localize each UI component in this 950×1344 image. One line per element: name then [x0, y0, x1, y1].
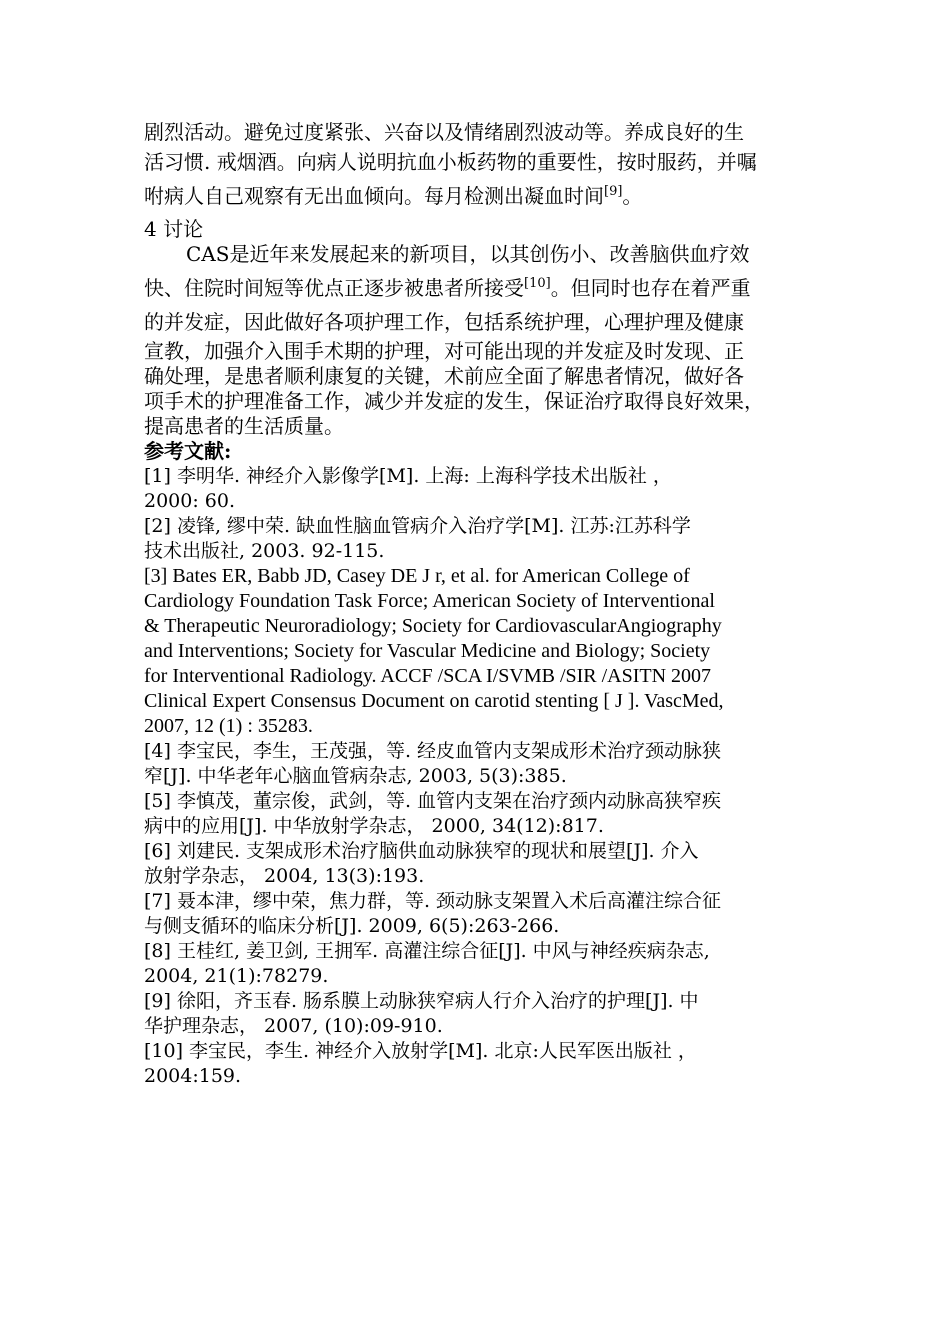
reference-line: 2004:159. — [144, 1065, 242, 1087]
reference-item — [144, 564, 810, 739]
discussion-line-1: CAS是近年来发展起来的新项目，以其创伤小、改善脑供血疗效 — [186, 242, 750, 266]
discussion-line-3: 的并发症，因此做好各项护理工作，包括系统护理，心理护理及健康 — [144, 310, 744, 334]
reference-line: [2] 凌锋, 缪中荣. 缺血性脑血管病介入治疗学[M]. 江苏:江苏科学 — [144, 515, 691, 537]
reference-line: 技术出版社, 2003. 92-115. — [144, 540, 385, 562]
reference-item — [144, 789, 810, 839]
reference-line: [6] 刘建民. 支架成形术治疗脑供血动脉狭窄的现状和展望[J]. 介入 — [144, 840, 699, 862]
intro-line-2: 活习惯. 戒烟酒。向病人说明抗血小板药物的重要性，按时服药，并嘱 — [144, 150, 757, 174]
reference-line: 窄[J]. 中华老年心脑血管病杂志, 2003, 5(3):385. — [144, 765, 567, 787]
references-list — [144, 464, 810, 1089]
reference-line: [10] 李宝民，李生. 神经介入放射学[M]. 北京:人民军医出版社 ， — [144, 1040, 697, 1062]
intro-paragraph — [144, 120, 810, 213]
reference-line: & Therapeutic Neuroradiology; Society for CardiovascularAngiography — [144, 615, 722, 637]
reference-item — [144, 464, 810, 514]
discussion-paragraph — [144, 242, 810, 439]
reference-line: and Interventions; Society for Vascular Medicine and Biology; Society — [144, 640, 711, 662]
intro-line-3-end: 。 — [622, 184, 643, 208]
discussion-line-2-text: 快、住院时间短等优点正逐步被患者所接受 — [144, 276, 524, 300]
reference-line: 2000: 60. — [144, 490, 236, 512]
intro-line-1: 剧烈活动。避免过度紧张、兴奋以及情绪剧烈波动等。养成良好的生 — [144, 120, 744, 144]
reference-line: [3] Bates ER, Babb JD, Casey DE J r, et al. for American College of — [144, 565, 690, 587]
intro-line-3-text: 咐病人自己观察有无出血倾向。每月检测出凝血时间 — [144, 184, 604, 208]
discussion-line-4: 宣教，加强介入围手术期的护理，对可能出现的并发症及时发现、正 — [144, 339, 744, 363]
reference-line: Clinical Expert Consensus Document on carotid stenting [ J ]. VascMed, — [144, 690, 724, 712]
reference-line: [8] 王桂红, 姜卫剑, 王拥军. 高灌注综合征[J]. 中风与神经疾病杂志, — [144, 940, 710, 962]
document-page — [144, 120, 810, 1089]
reference-item — [144, 989, 810, 1039]
reference-item — [144, 514, 810, 564]
discussion-line-6: 项手术的护理准备工作，减少并发症的发生，保证治疗取得良好效果， — [144, 389, 764, 413]
reference-line: 病中的应用[J]. 中华放射学杂志， 2000, 34(12):817. — [144, 815, 604, 837]
reference-line: 华护理杂志， 2007, (10):09-910. — [144, 1015, 443, 1037]
citation-9: [9] — [604, 184, 623, 199]
intro-line-3 — [144, 179, 810, 213]
citation-10: [10] — [524, 276, 551, 291]
reference-item — [144, 839, 810, 889]
reference-line: 2004, 21(1):78279. — [144, 965, 329, 987]
reference-line: 与侧支循环的临床分析[J]. 2009, 6(5):263-266. — [144, 915, 560, 937]
reference-line: [4] 李宝民，李生，王茂强，等. 经皮血管内支架成形术治疗颈动脉狭 — [144, 740, 722, 762]
reference-item — [144, 1039, 810, 1089]
discussion-line-2 — [144, 271, 810, 305]
discussion-line-2-end: 。但同时也存在着严重 — [550, 276, 751, 300]
reference-line: for Interventional Radiology. ACCF /SCA I/SVMB /SIR /ASITN 2007 — [144, 665, 712, 687]
reference-line: [9] 徐阳，齐玉春. 肠系膜上动脉狭窄病人行介入治疗的护理[J]. 中 — [144, 990, 699, 1012]
reference-line: Cardiology Foundation Task Force; American Society of Interventional — [144, 590, 715, 612]
discussion-line-5: 确处理，是患者顺利康复的关键，术前应全面了解患者情况，做好各 — [144, 364, 744, 388]
reference-item — [144, 739, 810, 789]
reference-line: [1] 李明华. 神经介入影像学[M]. 上海: 上海科学技术出版社 ， — [144, 465, 672, 487]
reference-line: 2007, 12 (1) : 35283. — [144, 715, 313, 737]
reference-line: [5] 李慎茂，董宗俊，武剑，等. 血管内支架在治疗颈内动脉高狭窄疾 — [144, 790, 722, 812]
reference-item — [144, 889, 810, 939]
references-title: 参考文献: — [144, 439, 232, 463]
reference-item — [144, 939, 810, 989]
discussion-line-7: 提高患者的生活质量。 — [144, 414, 344, 438]
section-heading-discussion: 4 讨论 — [144, 217, 204, 241]
reference-line: 放射学杂志， 2004, 13(3):193. — [144, 865, 425, 887]
reference-line: [7] 聂本津，缪中荣，焦力群，等. 颈动脉支架置入术后高灌注综合征 — [144, 890, 722, 912]
